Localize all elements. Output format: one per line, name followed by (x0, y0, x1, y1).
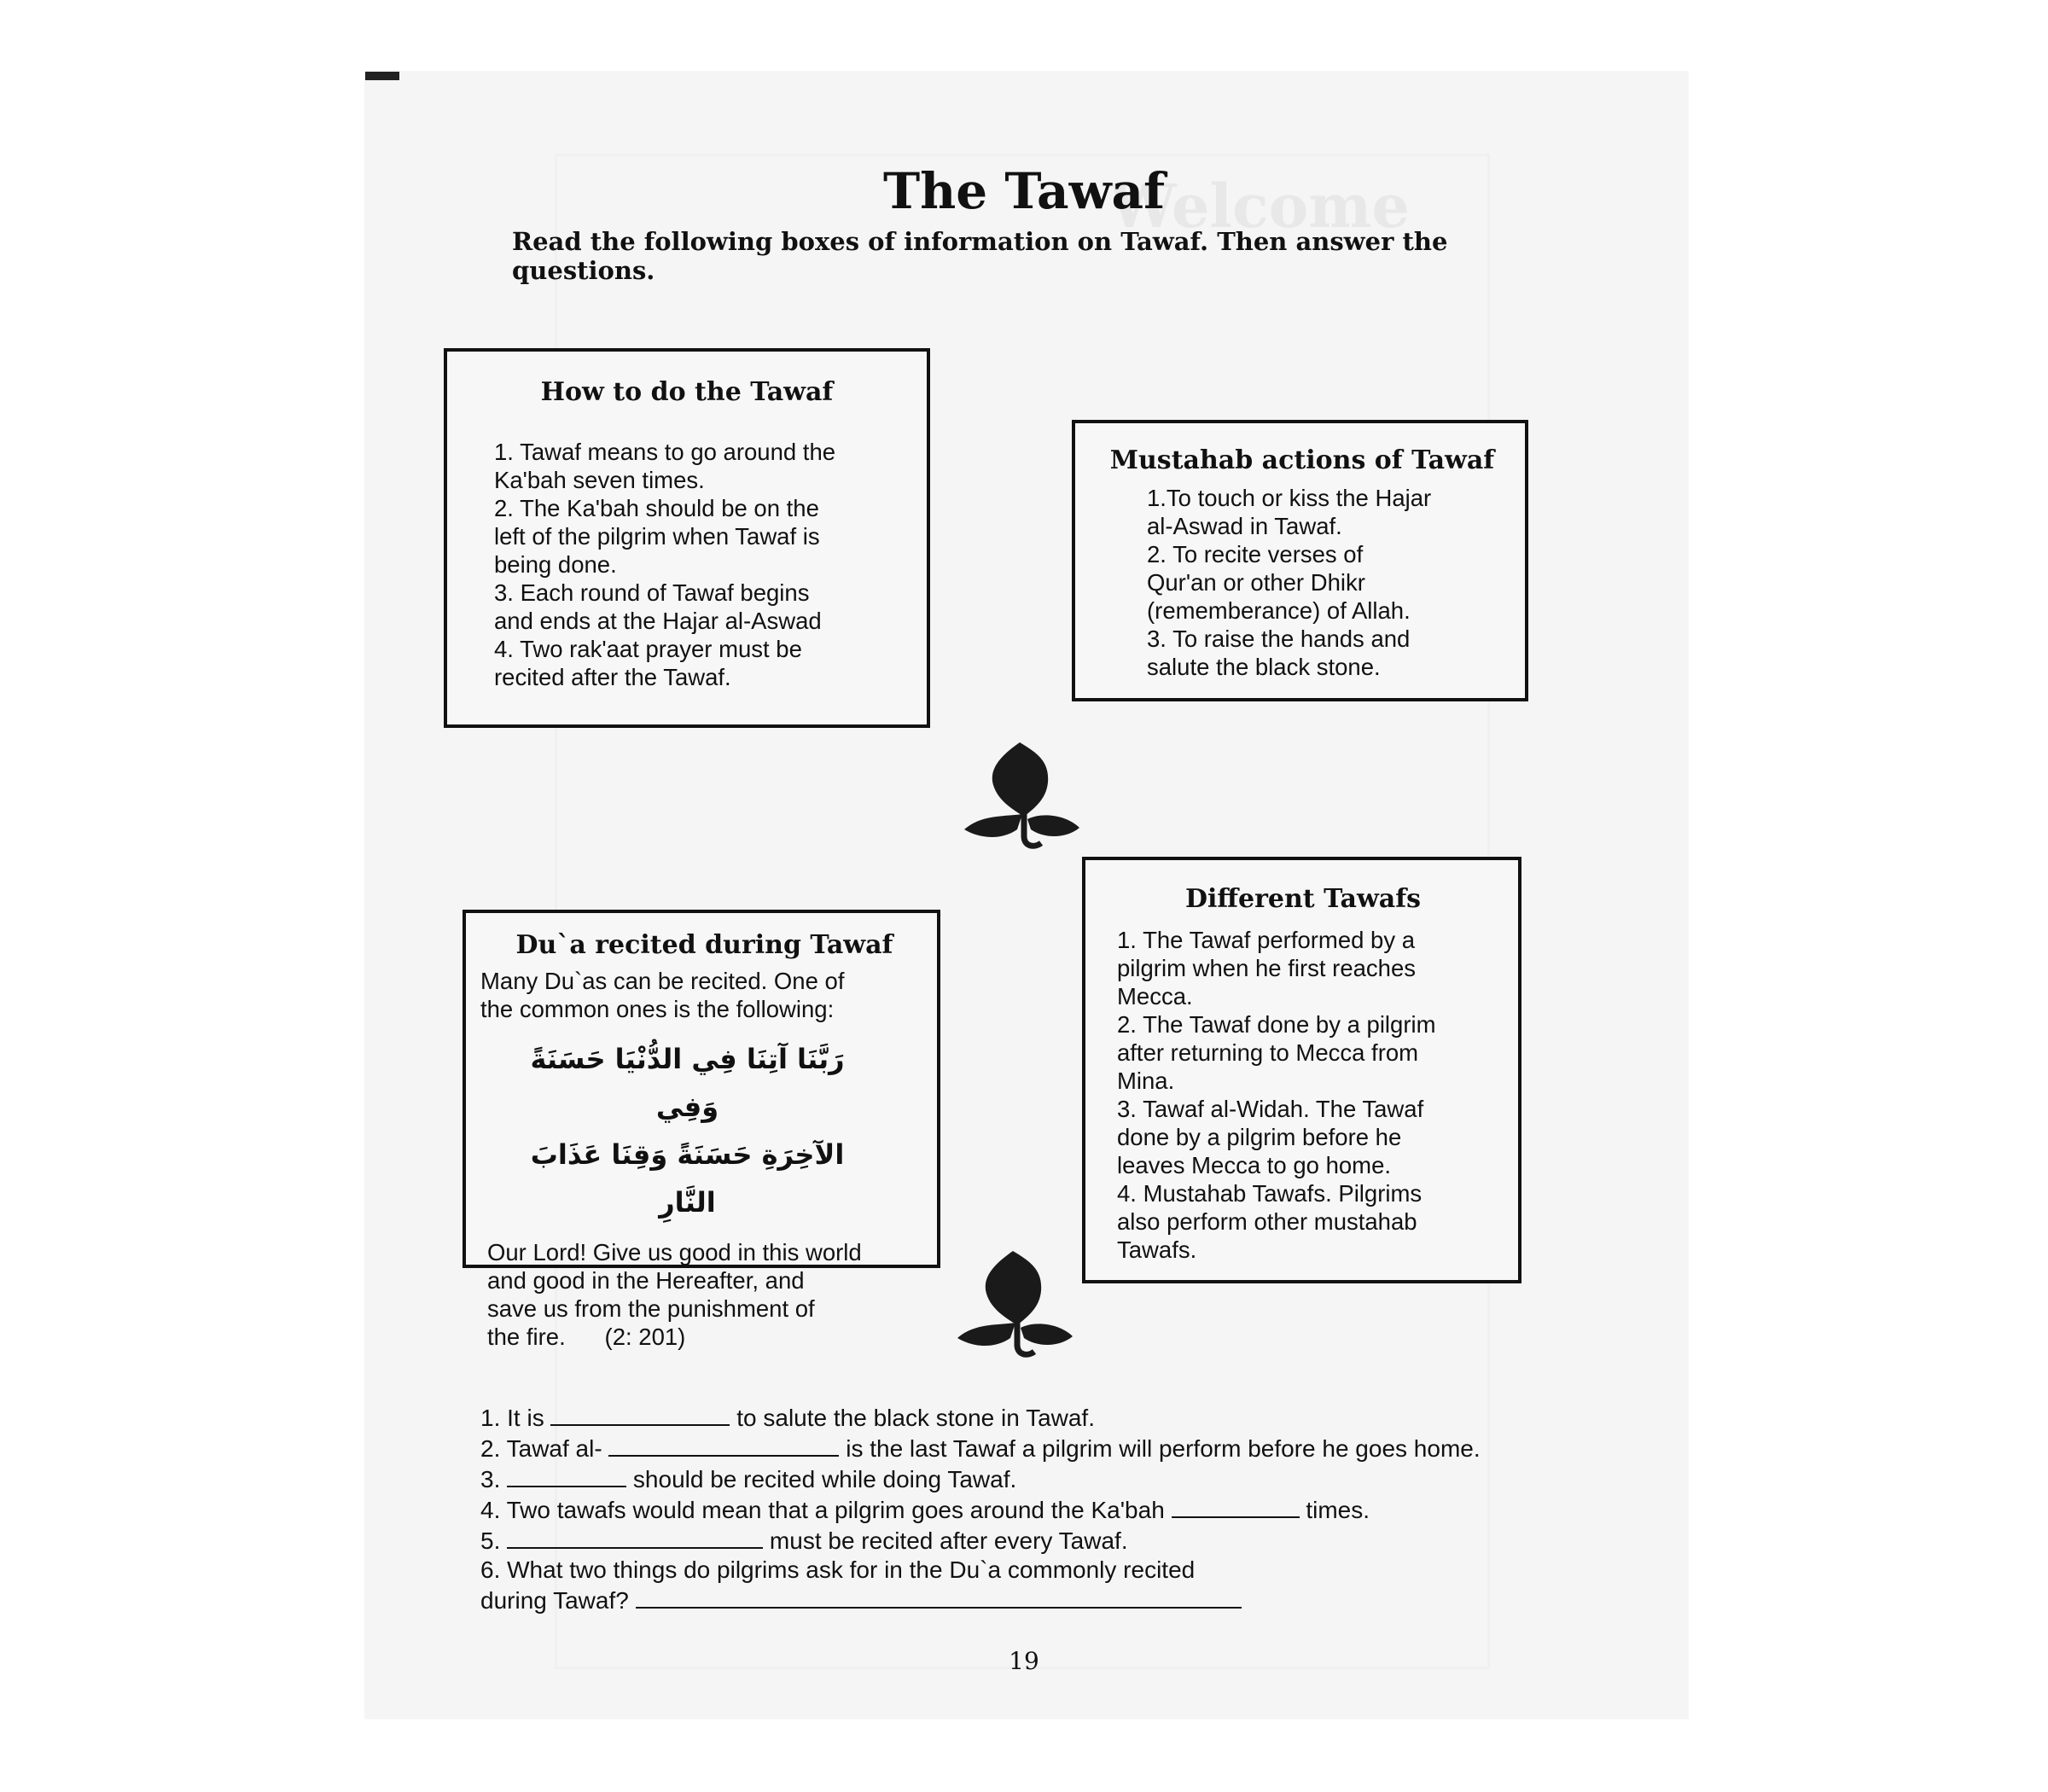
question-text: during Tawaf? (480, 1587, 636, 1614)
question-text: 3. (480, 1466, 508, 1492)
box-mustahab-actions (1072, 420, 1528, 701)
leaf-ornament-icon (949, 1244, 1077, 1364)
box-line: the common ones is the following: (480, 996, 835, 1022)
answer-blank[interactable] (507, 1463, 626, 1487)
box-line: Qur'an or other Dhikr (1147, 569, 1365, 596)
question-list (480, 1402, 1481, 1615)
question-text: must be recited after every Tawaf. (763, 1527, 1128, 1554)
box-different-tawafs (1082, 857, 1521, 1283)
box-line: done by a pilgrim before he (1117, 1124, 1402, 1150)
box-heading: How to do the Tawaf (540, 377, 834, 407)
question-text: 1. It is (480, 1405, 551, 1431)
box-line: 3. Each round of Tawaf begins (494, 579, 810, 606)
question-text: times. (1299, 1497, 1370, 1523)
box-line: al-Aswad in Tawaf. (1147, 513, 1342, 539)
box-line: 1. Tawaf means to go around the (494, 439, 836, 465)
box-line: 4. Two rak'aat prayer must be (494, 636, 802, 662)
page-corner-mark (365, 72, 399, 80)
answer-blank[interactable] (636, 1585, 1242, 1609)
box-heading: Mustahab actions of Tawaf (1109, 445, 1495, 475)
question-text: 4. Two tawafs would mean that a pilgrim goes around the Ka'bah (480, 1497, 1172, 1523)
question-text: should be recited while doing Tawaf. (626, 1466, 1017, 1492)
box-line: leaves Mecca to go home. (1117, 1152, 1392, 1178)
box-line: 2. The Ka'bah should be on the (494, 495, 819, 521)
bleed-through-text: Welcome (1109, 171, 1410, 241)
question-5 (480, 1525, 1481, 1556)
box-line: after returning to Mecca from (1117, 1039, 1419, 1066)
box-line: Ka'bah seven times. (494, 467, 705, 493)
question-text: is the last Tawaf a pilgrim will perform before he goes home. (839, 1435, 1481, 1462)
page-number: 19 (1009, 1647, 1039, 1675)
question-4 (480, 1494, 1481, 1525)
box-line: also perform other mustahab (1117, 1208, 1417, 1235)
box-line: 1.To touch or kiss the Hajar (1147, 485, 1432, 511)
box-line: left of the pilgrim when Tawaf is (494, 523, 820, 550)
box-line: Many Du`as can be recited. One of (480, 968, 845, 994)
arabic-line: رَبَّنَا آتِنَا فِي الدُّنْيَا حَسَنَةً وَفِي (530, 1043, 845, 1123)
answer-blank[interactable] (1172, 1494, 1300, 1518)
box-line: Mina. (1117, 1068, 1175, 1094)
question-text: 5. (480, 1527, 508, 1554)
answer-blank[interactable] (507, 1525, 763, 1549)
box-line: being done. (494, 551, 617, 578)
box-line: 2. The Tawaf done by a pilgrim (1117, 1011, 1436, 1038)
box-line: 3. Tawaf al-Widah. The Tawaf (1117, 1096, 1424, 1122)
box-line: 4. Mustahab Tawafs. Pilgrims (1117, 1180, 1423, 1207)
box-line: Tawafs. (1117, 1236, 1197, 1263)
box-line: 1. The Tawaf performed by a (1117, 927, 1416, 953)
box-heading: Du`a recited during Tawaf (515, 930, 893, 960)
box-line: Our Lord! Give us good in this world (487, 1239, 862, 1265)
box-line: Mecca. (1117, 983, 1193, 1009)
leaf-ornament-icon (956, 736, 1084, 859)
instructions: Read the following boxes of information on Tawaf. Then answer the questions. (512, 227, 1448, 285)
question-6 (480, 1556, 1481, 1615)
question-1 (480, 1402, 1481, 1433)
box-heading: Different Tawafs (1184, 884, 1422, 914)
question-3 (480, 1463, 1481, 1494)
page-title: The Tawaf (882, 162, 1166, 220)
arabic-line: الآخِرَةِ حَسَنَةً وَقِنَا عَذَابَ النَّارِ (530, 1138, 845, 1219)
answer-blank[interactable] (550, 1402, 730, 1426)
box-line: (rememberance) of Allah. (1147, 597, 1411, 624)
box-line: and ends at the Hajar al-Aswad (494, 608, 822, 634)
box-how-to-do-tawaf (444, 348, 930, 728)
answer-blank[interactable] (608, 1433, 839, 1457)
question-text: 6. What two things do pilgrims ask for in the Du`a commonly recited (480, 1556, 1196, 1583)
question-text: 2. Tawaf al- (480, 1435, 609, 1462)
box-line: and good in the Hereafter, and (487, 1267, 805, 1294)
arabic-dua (497, 1035, 877, 1226)
box-line: recited after the Tawaf. (494, 664, 731, 690)
box-line: save us from the punishment of (487, 1295, 815, 1322)
box-dua-during-tawaf (463, 910, 940, 1350)
box-line: salute the black stone. (1147, 654, 1381, 680)
question-text: to salute the black stone in Tawaf. (730, 1405, 1095, 1431)
question-2 (480, 1433, 1481, 1463)
box-line: pilgrim when he first reaches (1117, 955, 1417, 981)
box-line: 2. To recite verses of (1147, 541, 1364, 567)
box-line: 3. To raise the hands and (1147, 625, 1411, 652)
box-line: the fire. (2: 201) (487, 1324, 686, 1350)
